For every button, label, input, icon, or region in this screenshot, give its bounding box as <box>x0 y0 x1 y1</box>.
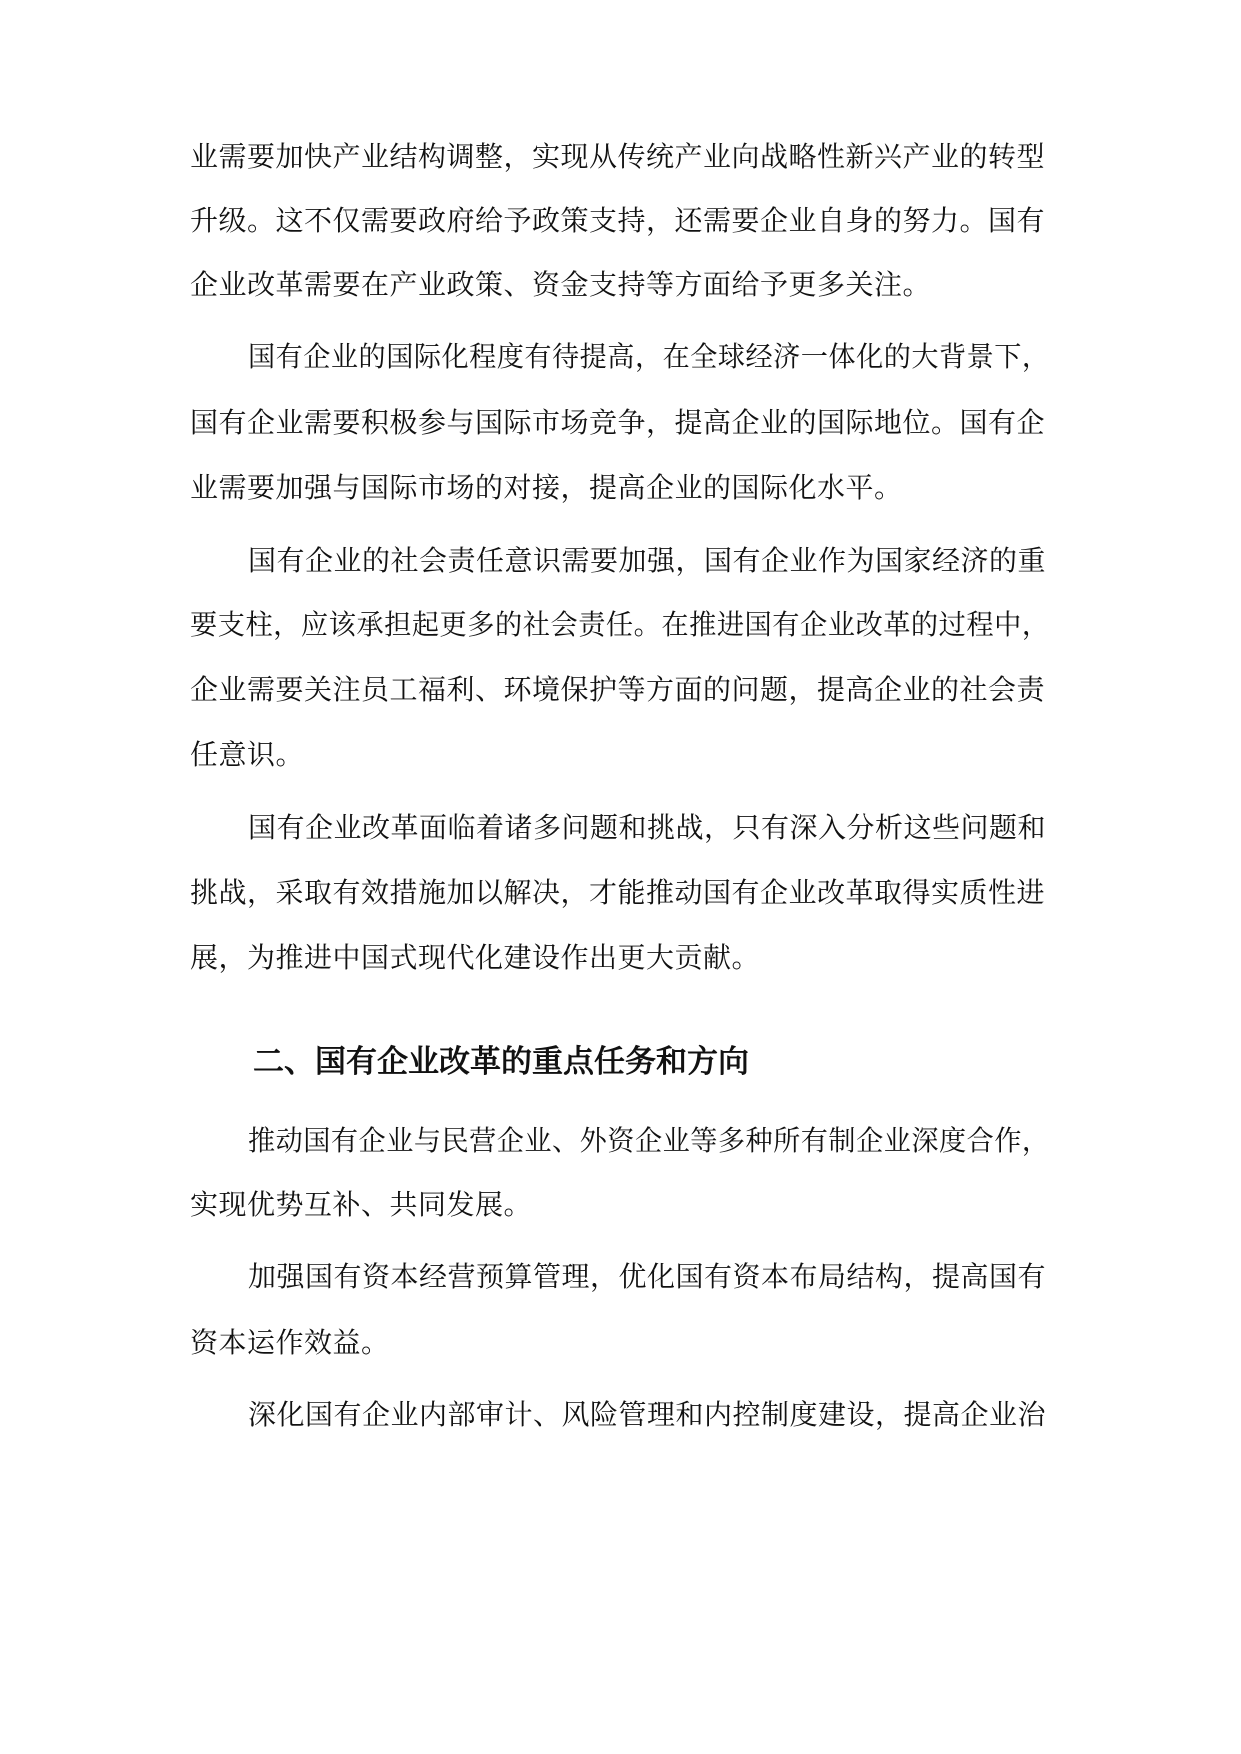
body-text-line: 业需要加快产业结构调整，实现从传统产业向战略性新兴产业的转型 <box>190 140 1046 173</box>
body-text-line: 国有企业改革面临着诸多问题和挑战，只有深入分析这些问题和 <box>248 811 1047 844</box>
body-text-line: 加强国有资本经营预算管理，优化国有资本布局结构，提高国有 <box>248 1260 1047 1293</box>
body-text-line: 企业需要关注员工福利、环境保护等方面的问题，提高企业的社会责 <box>190 673 1046 706</box>
body-text-line: 要支柱，应该承担起更多的社会责任。在推进国有企业改革的过程中， <box>190 608 1050 641</box>
body-text-line: 企业改革需要在产业政策、资金支持等方面给予更多关注。 <box>190 268 932 301</box>
body-text-line: 实现优势互补、共同发展。 <box>190 1188 533 1221</box>
body-text-line: 深化国有企业内部审计、风险管理和内控制度建设，提高企业治 <box>248 1398 1047 1431</box>
body-text-line: 国有企业的社会责任意识需要加强，国有企业作为国家经济的重 <box>248 544 1047 577</box>
body-text-line: 国有企业需要积极参与国际市场竞争，提高企业的国际地位。国有企 <box>190 406 1046 439</box>
body-text-line: 升级。这不仅需要政府给予政策支持，还需要企业自身的努力。国有 <box>190 204 1046 237</box>
body-text-line: 国有企业的国际化程度有待提高，在全球经济一体化的大背景下， <box>248 340 1050 373</box>
body-text-line: 任意识。 <box>190 738 305 771</box>
section-heading: 二、国有企业改革的重点任务和方向 <box>253 1044 749 1080</box>
body-text-line: 挑战，采取有效措施加以解决，才能推动国有企业改革取得实质性进 <box>190 876 1046 909</box>
body-text-line: 业需要加强与国际市场的对接，提高企业的国际化水平。 <box>190 471 903 504</box>
body-text-line: 推动国有企业与民营企业、外资企业等多种所有制企业深度合作， <box>248 1124 1050 1157</box>
body-text-line: 资本运作效益。 <box>190 1326 390 1359</box>
body-text-line: 展，为推进中国式现代化建设作出更大贡献。 <box>190 941 761 974</box>
